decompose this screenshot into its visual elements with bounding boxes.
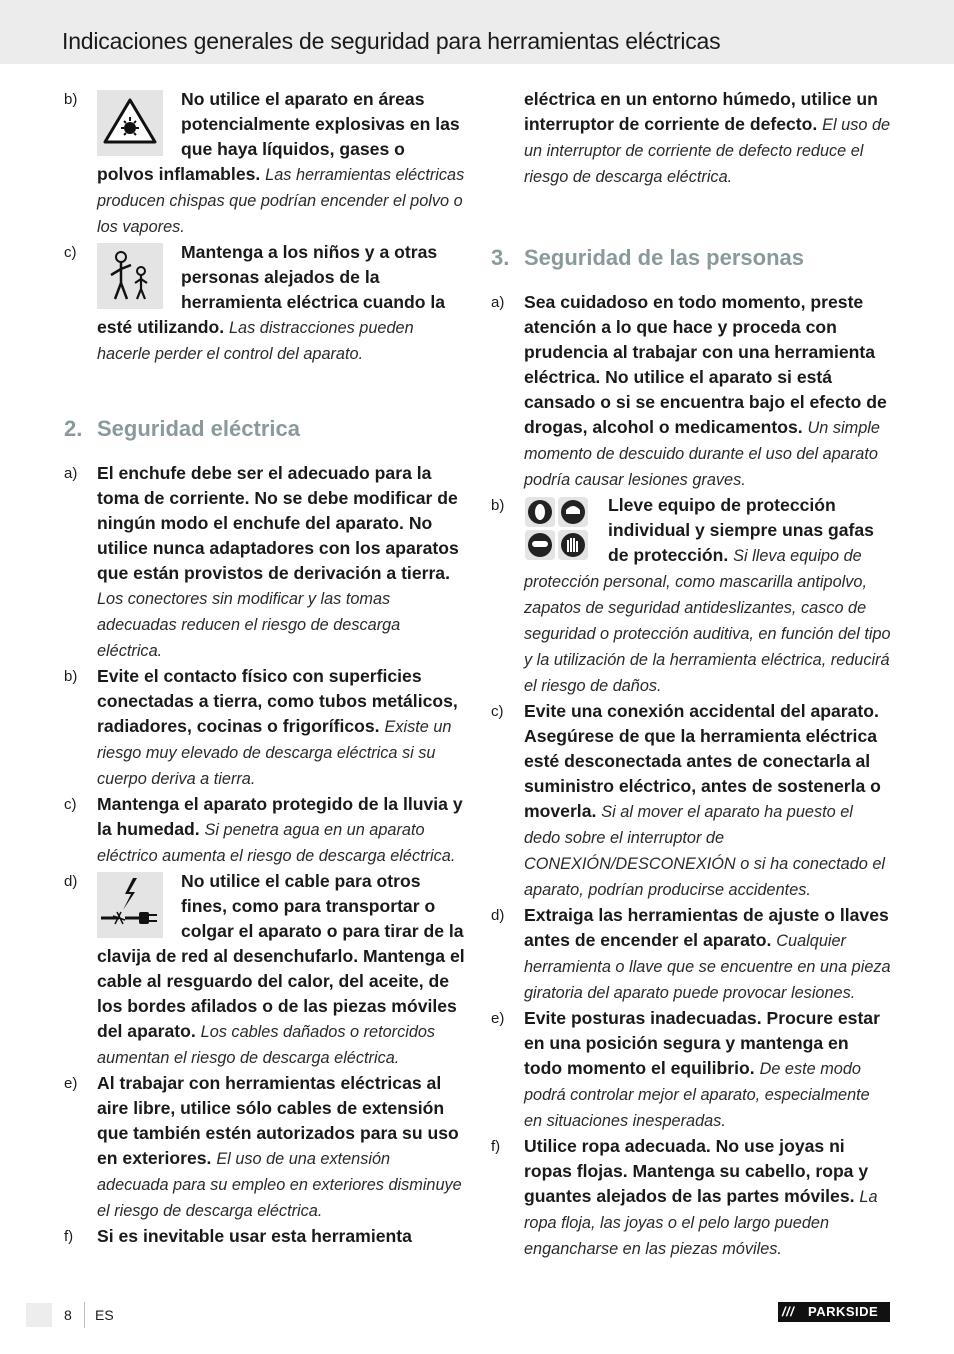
explanation-text: Cualquier herramienta o llave que se encuentre en una pieza giratoria del aparato puede provocar lesiones. <box>524 932 891 1002</box>
explanation-text: De este modo podrá controlar mejor el aparato, especialmente en situaciones inesperadas. <box>524 1060 870 1130</box>
explanation-text: El uso de un interruptor de corriente de defecto reduce el riesgo de descarga eléctrica. <box>524 116 891 186</box>
explanation-text: Los cables dañados o retorcidos aumentan el riesgo de descarga eléctrica. <box>97 1023 436 1067</box>
safety-item-1b <box>62 87 465 240</box>
item-label: e) <box>64 1075 78 1092</box>
warning-text: Mantenga a los niños y a otras personas alejados de la herramienta eléctrica cuando la esté utilizando. <box>97 242 446 337</box>
section-number: 2. <box>64 416 83 441</box>
item-label: e) <box>491 1010 505 1027</box>
damaged-cable-icon <box>97 872 163 938</box>
section-number: 3. <box>491 245 510 270</box>
warning-text: Lleve equipo de protección individual y siempre unas gafas de protección. <box>608 495 874 565</box>
safety-item-3e <box>489 1006 891 1134</box>
explanation-text: Si lleva equipo de protección personal, como mascarilla antipolvo, zapatos de seguridad antideslizantes, casco de seguridad o protección auditiva, en función del tipo y la utilización de la herramienta eléctrica, reducirá el riesgo de daños. <box>524 547 891 695</box>
safety-item-3a <box>489 290 891 493</box>
page-number: 8 <box>64 1307 72 1323</box>
item-label: b) <box>64 668 78 685</box>
spacer <box>62 367 465 411</box>
language-code: ES <box>95 1307 114 1323</box>
explosive-warning-icon <box>97 90 163 156</box>
spacer <box>62 447 465 461</box>
explanation-text: Las herramientas eléctricas producen chispas que podrían encender el polvo o los vapores. <box>97 166 465 236</box>
item-label: a) <box>491 294 505 311</box>
logo-mark: /// <box>782 1304 795 1319</box>
warning-text: Evite una conexión accidental del aparato. Asegúrese de que la herramienta eléctrica esté desconectada antes de conectarla al suministro eléctrico, antes de sostenerla o moverla. <box>524 701 881 821</box>
footer-divider <box>84 1302 85 1328</box>
spacer <box>489 276 891 290</box>
explanation-text: El uso de una extensión adecuada para su empleo en exteriores disminuye el riesgo de descarga eléctrica. <box>97 1150 462 1220</box>
item-label: c) <box>491 703 504 720</box>
safety-item-2f-continued <box>489 87 891 190</box>
section-heading-2 <box>62 411 465 447</box>
safety-item-1c <box>62 240 465 367</box>
page-title: Indicaciones generales de seguridad para herramientas eléctricas <box>62 28 721 54</box>
safety-item-2b <box>62 664 465 792</box>
left-column <box>62 87 465 1249</box>
safety-item-3f <box>489 1134 891 1262</box>
explanation-text: Las distracciones pueden hacerle perder el control del aparato. <box>97 319 414 363</box>
item-label: d) <box>64 873 78 890</box>
safety-item-2c <box>62 792 465 869</box>
keep-children-away-icon <box>97 243 163 309</box>
item-label: a) <box>64 465 78 482</box>
warning-text: Extraiga las herramientas de ajuste o llaves antes de encender el aparato. <box>524 905 889 950</box>
warning-text: Evite el contacto físico con superficies conectadas a tierra, como tubos metálicos, radiadores, cocinas o frigoríficos. <box>97 666 458 736</box>
explanation-text: Si penetra agua en un aparato eléctrico aumenta el riesgo de descarga eléctrica. <box>97 821 456 865</box>
safety-item-2f <box>62 1224 465 1249</box>
section-title: Seguridad eléctrica <box>97 416 300 441</box>
protective-equipment-icon <box>524 496 590 562</box>
safety-item-2d <box>62 869 465 1071</box>
item-label: c) <box>64 796 77 813</box>
safety-item-3c <box>489 699 891 903</box>
safety-item-2e <box>62 1071 465 1224</box>
footer-marker <box>26 1303 52 1327</box>
safety-item-2a <box>62 461 465 664</box>
item-label: d) <box>491 907 505 924</box>
safety-item-3b <box>489 493 891 699</box>
spacer <box>489 190 891 240</box>
section-heading-3 <box>489 240 891 276</box>
warning-text: Utilice ropa adecuada. No use joyas ni ropas flojas. Mantenga su cabello, ropa y guantes alejados de las partes móviles. <box>524 1136 869 1206</box>
explanation-text: Existe un riesgo muy elevado de descarga eléctrica si su cuerpo deriva a tierra. <box>97 718 452 788</box>
warning-text: Evite posturas inadecuadas. Procure estar en una posición segura y mantenga en todo momento el equilibrio. <box>524 1008 880 1078</box>
section-title: Seguridad de las personas <box>524 245 804 270</box>
warning-text: El enchufe debe ser el adecuado para la toma de corriente. No se debe modificar de ningún modo el enchufe del aparato. No utilice nunca adaptadores con los aparatos que están provistos de derivación a tierra. <box>97 463 459 583</box>
warning-text: Al trabajar con herramientas eléctricas al aire libre, utilice sólo cables de extensión que también estén autorizados para su uso en exteriores. <box>97 1073 459 1168</box>
item-label: c) <box>64 244 77 261</box>
item-label: b) <box>64 91 78 108</box>
explanation-text: Los conectores sin modificar y las tomas adecuadas reducen el riesgo de descarga eléctrica. <box>97 590 401 660</box>
item-label: f) <box>491 1138 501 1155</box>
explanation-text: Si al mover el aparato ha puesto el dedo sobre el interruptor de CONEXIÓN/DESCONEXIÓN o si ha conectado el aparato, podrían producirse accidentes. <box>524 803 886 899</box>
warning-text: eléctrica en un entorno húmedo, utilice un interruptor de corriente de defecto. <box>524 89 878 134</box>
item-label: f) <box>64 1228 74 1245</box>
explanation-text: Un simple momento de descuido durante el uso del aparato podría causar lesiones graves. <box>524 419 880 489</box>
item-label: b) <box>491 497 505 514</box>
warning-text: Si es inevitable usar esta herramienta <box>97 1226 412 1246</box>
right-column <box>489 87 891 1262</box>
warning-text: No utilice el aparato en áreas potencialmente explosivas en las que haya líquidos, gases o polvos inflamables. <box>97 89 460 184</box>
parkside-logo <box>778 1302 890 1322</box>
explanation-text: La ropa floja, las joyas o el pelo largo pueden engancharse en las piezas móviles. <box>524 1188 878 1258</box>
logo-text: PARKSIDE <box>808 1304 879 1319</box>
warning-text: Mantenga el aparato protegido de la lluvia y la humedad. <box>97 794 463 839</box>
warning-text: No utilice el cable para otros fines, como para transportar o colgar el aparato o para tirar de la clavija de red al desenchufarlo. Mantenga el cable al resguardo del calor, del aceite, de los bordes afilados o de las piezas móviles del aparato. <box>97 871 465 1041</box>
safety-item-3d <box>489 903 891 1006</box>
warning-text: Sea cuidadoso en todo momento, preste atención a lo que hace y proceda con prudencia al trabajar con una herramienta eléctrica. No utilice el aparato si está cansado o si se encuentra bajo el efecto de drogas, alcohol o medicamentos. <box>524 292 887 437</box>
